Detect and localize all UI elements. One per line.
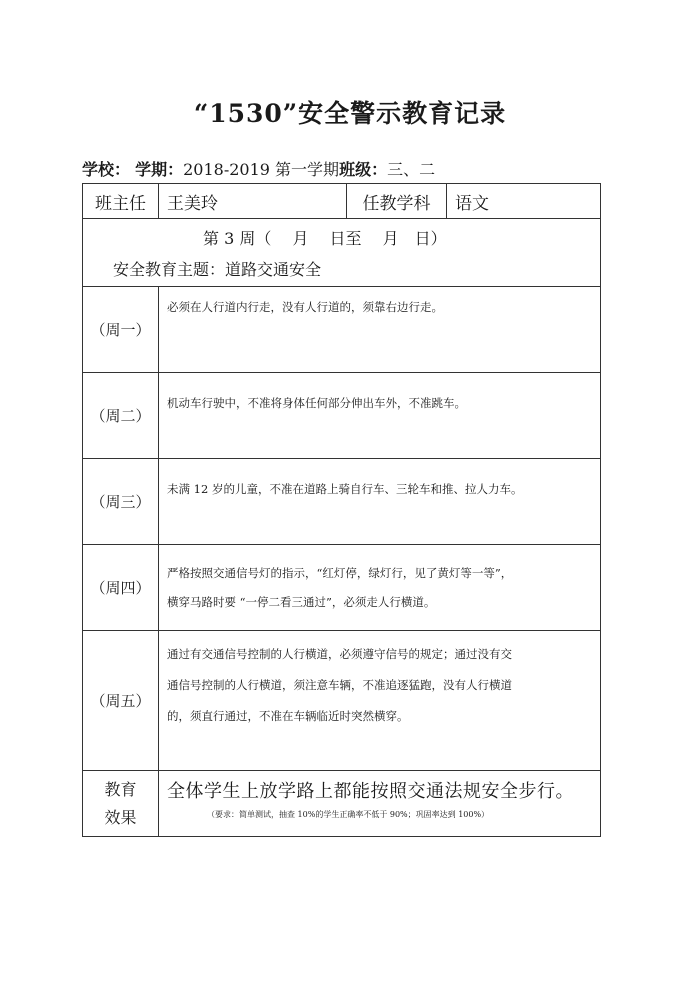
day-row-fri [83,631,601,771]
effect-note: （要求：简单测试，抽查 10%的学生正确率不低于 90%；巩固率达到 100%） [207,810,490,819]
teacher-row [83,184,601,219]
content-line: 机动车行驶中，不准将身体任何部分伸出车外，不准跳车。 [167,396,466,410]
week-line: 第 3 周（ 月 日至 月 日） [203,228,447,248]
week-row [83,219,601,287]
day-content [159,459,601,545]
teacher-label: 班主任 [83,184,159,219]
day-row-thu [83,545,601,631]
record-table [82,183,601,837]
content-line: 严格按照交通信号灯的指示，“红灯停，绿灯行，见了黄灯等一等”， [167,565,513,580]
topic-value: 道路交通安全 [225,259,322,279]
day-label: （周二） [83,373,159,459]
day-row-mon [83,287,601,373]
effect-label-line: 教育 [104,779,137,799]
class-label: 班级： [339,160,388,179]
week-cell [83,219,601,287]
content-line: 的，须直行通过，不准在车辆临近时突然横穿。 [167,709,409,723]
subject-value: 语文 [447,184,601,219]
effect-label-line: 效果 [104,807,137,827]
effect-label [83,771,159,837]
content-line: 未满 12 岁的儿童，不准在道路上骑自行车、三轮车和推、拉人力车。 [167,482,523,496]
day-content [159,287,601,373]
term-label: 学期： [135,160,184,179]
day-label: （周五） [83,631,159,771]
day-label: （周三） [83,459,159,545]
teacher-value: 王美玲 [159,184,347,219]
school-label: 学校： [82,160,131,179]
page-title: “1530”安全警示教育记录 [193,99,507,128]
topic-line [83,257,600,280]
effect-cell [159,771,601,837]
day-content [159,545,601,631]
meta-line [82,157,435,180]
day-row-tue [83,373,601,459]
subject-label: 任教学科 [347,184,447,219]
class-value: 三、二 [387,160,436,179]
day-label: （周一） [83,287,159,373]
content-line: 横穿马路时要 “一停二看三通过”，必须走人行横道。 [167,594,436,609]
effect-text: 全体学生上放学路上都能按照交通法规安全步行。 [167,781,574,802]
day-label: （周四） [83,545,159,631]
effect-row [83,771,601,837]
content-line: 必须在人行道内行走，没有人行道的，须靠右边行走。 [167,300,443,314]
day-content [159,373,601,459]
day-row-wed [83,459,601,545]
day-content [159,631,601,771]
content-line: 通过有交通信号控制的人行横道，必须遵守信号的规定；通过没有交 [167,647,512,661]
term-value: 2018-2019 第一学期 [183,160,340,179]
topic-label: 安全教育主题： [113,259,226,279]
content-line: 通信号控制的人行横道，须注意车辆，不准追逐猛跑，没有人行横道 [167,678,512,692]
